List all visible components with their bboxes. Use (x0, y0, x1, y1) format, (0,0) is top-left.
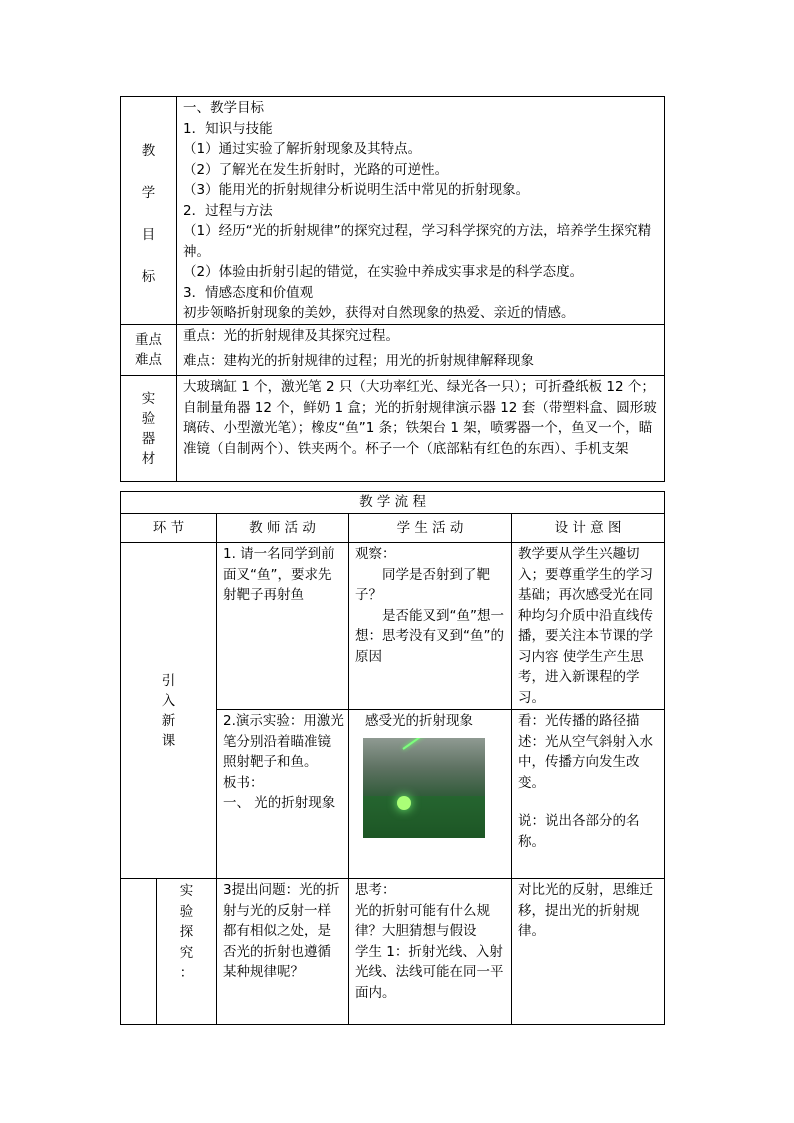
stage-experiment-char: ： (179, 965, 194, 981)
objectives-content (177, 97, 665, 325)
row1-student-line: 观察： (355, 546, 396, 562)
materials-label-cell (121, 376, 177, 482)
row1-teacher (217, 543, 349, 710)
stage-intro-char: 引 (161, 672, 176, 689)
keypoints-content (177, 325, 665, 376)
objectives-line: 1．知识与技能 (183, 120, 273, 137)
row1-design-text: 教学要从学生兴趣切入；要尊重学生的学习基础；再次感受光在同种均匀介质中沿直线传播，要关注本节课的学习内容 使学生产生思考，进入新课程的学习。 (518, 546, 653, 706)
materials-content (177, 376, 665, 482)
row2-design-line: 说：说出各部分的名称。 (518, 813, 640, 850)
row1-teacher-text: 1. 请一名同学到前面叉“鱼”，要求先射靶子再射鱼 (223, 546, 335, 603)
row3-design-text: 对比光的反射，思维迁移，提出光的折射规律。 (518, 882, 653, 939)
row1-student-line: 是否能叉到“鱼”想一想：思考没有叉到“鱼”的原因 (355, 607, 504, 665)
stage-experiment-cell (157, 879, 217, 1025)
objectives-line: （1）通过实验了解折射现象及其特点。 (183, 141, 422, 157)
header-teacher: 教 师 活 动 (217, 514, 349, 543)
row1-student-line: 同学是否射到了靶子？ (355, 566, 490, 603)
stage-empty-cell (121, 879, 157, 1025)
materials-label-char: 器 (141, 430, 156, 447)
row2-teacher-line: 2.演示实验：用激光笔分别沿着瞄准镜照射靶子和鱼。 (223, 713, 344, 770)
row2-teacher-line: 板书： (223, 774, 264, 791)
materials-label-char: 实 (141, 390, 156, 407)
objectives-line: 2．过程与方法 (183, 202, 273, 219)
row2-student (349, 710, 512, 879)
stage-experiment-char: 探 (179, 924, 194, 940)
keypoints-label-line: 难点 (135, 352, 162, 368)
row2-design-line: 看：光传播的路径描述：光从空气斜射入水中，传播方向发生改变。 (518, 713, 653, 791)
row3-teacher (217, 879, 349, 1025)
objectives-line: （3）能用光的折射规律分析说明生活中常见的折射现象。 (183, 182, 530, 198)
keypoints-line: 重点：光的折射规律及其探究过程。 (183, 328, 399, 344)
objectives-line: 初步领略折射现象的美妙，获得对自然现象的热爱、亲近的情感。 (183, 305, 575, 321)
row3-student-line: 思考： (355, 882, 396, 898)
flow-title: 教 学 流 程 (121, 492, 665, 514)
objectives-label-cell (121, 97, 177, 325)
objectives-label-char: 标 (141, 268, 156, 285)
row3-student (349, 879, 512, 1025)
refraction-photo (363, 738, 485, 838)
objectives-label-char: 学 (141, 184, 156, 201)
materials-label-char: 材 (141, 450, 156, 467)
keypoints-label-line: 重点 (135, 332, 162, 348)
header-student: 学 生 活 动 (349, 514, 512, 543)
row3-student-line: 学生 1：折射光线、入射光线、法线可能在同一平面内。 (355, 943, 504, 1001)
row2-student-caption: 感受光的折射现象 (365, 713, 473, 729)
row3-design (512, 879, 665, 1025)
row1-design (512, 543, 665, 710)
materials-label-char: 验 (141, 410, 156, 427)
keypoints-line: 难点：建构光的折射规律的过程；用光的折射规律解释现象 (183, 352, 534, 369)
row3-teacher-text: 3提出问题：光的折射与光的反射一样都有相似之处，是否光的折射也遵循某种规律呢？ (223, 882, 340, 980)
materials-text: 大玻璃缸 1 个，激光笔 2 只（大功率红光、绿光各一只）；可折叠纸板 12 个；自制量角器 12 个，鲜奶 1 盒；光的折射规律演示器 12 套（带塑料盒、圆形玻璃砖、小型激光笔）；橡皮“鱼”1 条；铁架台 1 架，喷雾器一个，鱼叉一个，瞄准镜（自制两个）、铁夹两个。杯子一个（底部粘有红色的东西）、手机支架 (183, 379, 657, 457)
objectives-line: 一、教学目标 (183, 100, 264, 116)
stage-experiment-char: 实 (179, 883, 194, 899)
objectives-line: 3．情感态度和价值观 (183, 284, 314, 301)
stage-experiment-char: 究 (179, 944, 194, 961)
stage-intro-char: 新 (161, 712, 176, 729)
header-design: 设 计 意 图 (512, 514, 665, 543)
row3-student-line: 光的折射可能有什么规律？大胆猜想与假设 (355, 902, 490, 939)
row1-student (349, 543, 512, 710)
objectives-line: （1）经历“光的折射规律”的探究过程，学习科学探究的方法，培养学生探究精神。 (183, 223, 652, 260)
teaching-flow-table (120, 491, 665, 1025)
row2-teacher (217, 710, 349, 879)
objectives-line: （2）体验由折射引起的错觉，在实验中养成实事求是的科学态度。 (183, 264, 584, 280)
objectives-label-char: 目 (141, 226, 156, 243)
objectives-table (120, 96, 665, 482)
objectives-label-char: 教 (141, 142, 156, 159)
header-stage: 环 节 (121, 514, 217, 543)
stage-experiment-char: 验 (179, 903, 194, 920)
row2-teacher-line: 一、 光的折射现象 (223, 795, 336, 811)
stage-intro-char: 入 (161, 692, 176, 709)
keypoints-label-cell (121, 325, 177, 376)
stage-intro-char: 课 (161, 732, 176, 749)
objectives-line: （2）了解光在发生折射时，光路的可逆性。 (183, 161, 449, 178)
row2-design (512, 710, 665, 879)
stage-intro-cell (121, 543, 217, 879)
